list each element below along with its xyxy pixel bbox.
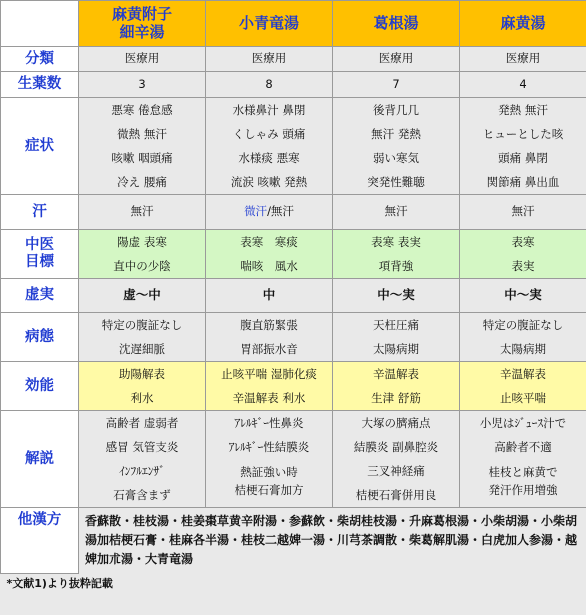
cell-line: 生津 舒筋	[371, 391, 421, 405]
cell-line: 高齢者 虚弱者	[105, 416, 179, 430]
col-header-mao-bushi-saishinto	[79, 1, 206, 47]
row-label: 効能	[1, 362, 79, 411]
cell: 中～実	[460, 279, 586, 313]
row-shojo	[1, 98, 586, 195]
row-label: 汗	[1, 195, 79, 230]
cell-line: 沈遅細脈	[119, 342, 165, 356]
cell: 虚～中	[79, 279, 206, 313]
cell	[460, 195, 586, 230]
cell: 4	[460, 72, 586, 98]
cell-line: 微熱 無汗	[117, 127, 167, 141]
row-takanpo	[1, 508, 586, 574]
row-label	[1, 230, 79, 279]
cell	[79, 195, 206, 230]
col-header-kakkonto	[333, 1, 460, 47]
cell-stack	[460, 98, 586, 195]
row-note	[1, 573, 586, 595]
cell-line: 喘咳 風水	[240, 259, 298, 273]
cell-line: 表寒 表実	[371, 235, 421, 249]
cell-line: 項背強	[378, 259, 414, 273]
cell-line: ｱﾚﾙｷﾞｰ性鼻炎	[234, 416, 304, 430]
row-label: 他漢方	[1, 508, 79, 574]
col-header-line: 細辛湯	[119, 22, 165, 41]
cell-stack	[206, 230, 333, 279]
col-header-line: 小青竜湯	[238, 13, 299, 32]
row-label: 症状	[1, 98, 79, 195]
header-corner	[1, 1, 79, 47]
cell-stack	[79, 411, 206, 508]
cell: 中～実	[333, 279, 460, 313]
cell: 中	[206, 279, 333, 313]
row-ase	[1, 195, 586, 230]
cell-line: 辛温解表	[373, 367, 419, 381]
cell	[206, 195, 333, 230]
cell-line: 突発性難聴	[367, 175, 425, 189]
cell-line: 発熱 無汗	[498, 103, 548, 117]
cell-line: ｱﾚﾙｷﾞｰ性結膜炎	[228, 440, 310, 454]
cell-stack	[79, 98, 206, 195]
cell-stack	[460, 362, 586, 411]
row-chui-mokuhyo	[1, 230, 586, 279]
row-label: 分類	[1, 47, 79, 72]
row-kyojitsu	[1, 279, 586, 313]
cell-line: 大塚の臍痛点	[361, 416, 431, 430]
cell-stack	[206, 411, 333, 508]
cell: 医療用	[333, 47, 460, 72]
row-label: 病態	[1, 313, 79, 362]
cell-line: 止咳平喘	[500, 391, 546, 405]
cell: 8	[206, 72, 333, 98]
row-shoyakusu	[1, 72, 586, 98]
header-row	[1, 1, 586, 47]
cell-line: 咳嗽 咽頭痛	[111, 151, 173, 165]
cell-line: ｲﾝﾌﾙｴﾝｻﾞ	[119, 464, 165, 478]
cell-line: ヒューとした咳	[482, 127, 564, 141]
row-kaisetsu	[1, 411, 586, 508]
cell-stack	[79, 230, 206, 279]
cell	[333, 195, 460, 230]
cell-text: 無汗	[130, 204, 154, 219]
cell-line: 小児はｼﾞｭｰｽ汁で	[479, 416, 567, 430]
cell-line: 悪寒 倦怠感	[111, 103, 173, 117]
cell-line: 桔梗石膏加方	[234, 483, 304, 497]
cell-line: 発汗作用増強	[488, 483, 558, 497]
cell-stack	[79, 362, 206, 411]
cell-line: 表実	[511, 259, 535, 273]
cell-stack	[206, 98, 333, 195]
row-byotai	[1, 313, 586, 362]
cell-line: 三叉神経痛	[367, 464, 425, 478]
col-header-line: 麻黄湯	[500, 13, 546, 32]
cell-line: 水様痰 悪寒	[238, 151, 300, 165]
cell-line: 熱証強い時	[240, 465, 298, 479]
cell: 3	[79, 72, 206, 98]
row-label-line: 中医	[25, 237, 54, 254]
col-header-line: 麻黄附子	[111, 5, 172, 24]
col-header-line: 葛根湯	[373, 13, 419, 32]
cell-line: 助陽解表	[119, 367, 165, 381]
cell-stack	[460, 411, 586, 508]
cell-stack	[460, 313, 586, 362]
cell-text: 無汗	[511, 204, 535, 219]
cell-line: 高齢者不適	[494, 440, 552, 454]
cell-text-highlight: 微汗	[244, 204, 268, 219]
cell-stack	[333, 230, 460, 279]
cell: 医療用	[79, 47, 206, 72]
cell-stack	[206, 362, 333, 411]
cell-line: 流涙 咳嗽 発熱	[230, 175, 308, 189]
cell-stack	[333, 98, 460, 195]
cell-line: 表寒 寒痰	[240, 235, 298, 249]
cell-line: 利水	[130, 391, 154, 405]
row-label: 生薬数	[1, 72, 79, 98]
cell-text: /無汗	[267, 204, 294, 219]
cell-stack	[333, 411, 460, 508]
col-header-maoto	[460, 1, 586, 47]
cell: 7	[333, 72, 460, 98]
cell-line: 弱い寒気	[373, 151, 419, 165]
cell-line: 止咳平喘 湿肺化痰	[221, 367, 317, 381]
cell-stack	[79, 313, 206, 362]
cell-line: 特定の腹証なし	[482, 318, 564, 332]
cell-line: 直中の少陰	[113, 259, 171, 273]
col-header-shoseiryuto	[206, 1, 333, 47]
cell: 医療用	[206, 47, 333, 72]
cell-line: 無汗 発熱	[371, 127, 421, 141]
cell-line: 特定の腹証なし	[101, 318, 183, 332]
cell-line: 胃部振水音	[240, 342, 298, 356]
cell-line: 太陽病期	[500, 342, 546, 356]
cell-line: 冷え 腰痛	[117, 175, 167, 189]
cell-line: 腹直筋緊張	[240, 318, 298, 332]
cell-stack	[333, 313, 460, 362]
cell-line: 辛温解表 利水	[232, 391, 306, 405]
row-kono	[1, 362, 586, 411]
cell-stack	[333, 362, 460, 411]
other-kampo-list: 香蘇散・桂枝湯・桂姜棗草黄辛附湯・参蘇飲・柴胡桂枝湯・升麻葛根湯・小柴胡湯・小柴胡湯加桔梗石膏・桂麻各半湯・桂枝二越婢一湯・川芎茶調散・柴葛解肌湯・白虎加人参湯・越婢加朮湯・大青竜湯	[79, 508, 586, 574]
cell-text: 無汗	[384, 204, 408, 219]
cell-line: 頭痛 鼻閉	[498, 151, 548, 165]
row-label: 解説	[1, 411, 79, 508]
cell-line: 水様鼻汁 鼻閉	[232, 103, 306, 117]
cell-line: 後背几几	[373, 103, 419, 117]
cell-line: 桔梗石膏併用良	[355, 488, 437, 502]
cell-stack	[460, 230, 586, 279]
row-bunrui	[1, 47, 586, 72]
cell-line: 関節痛 鼻出血	[486, 175, 560, 189]
source-note: *文献1)より抜粋記載	[6, 576, 113, 590]
cell-line: 石膏含まず	[113, 488, 171, 502]
cell-stack	[206, 313, 333, 362]
cell-line: 桂枝と麻黄で	[488, 465, 558, 479]
row-label-line: 目標	[25, 254, 54, 270]
cell-line: 天枉圧痛	[373, 318, 419, 332]
cell-line: 陽虚 表寒	[117, 235, 167, 249]
cell-line: 辛温解表	[500, 367, 546, 381]
cell-line: 感冒 気管支炎	[105, 440, 179, 454]
cell-line: 表寒	[511, 235, 535, 249]
row-label: 虚実	[1, 279, 79, 313]
cell-line: 結膜炎 副鼻腔炎	[353, 440, 439, 454]
cell-line: くしゃみ 頭痛	[232, 127, 306, 141]
cell: 医療用	[460, 47, 586, 72]
cell-line: 太陽病期	[373, 342, 419, 356]
